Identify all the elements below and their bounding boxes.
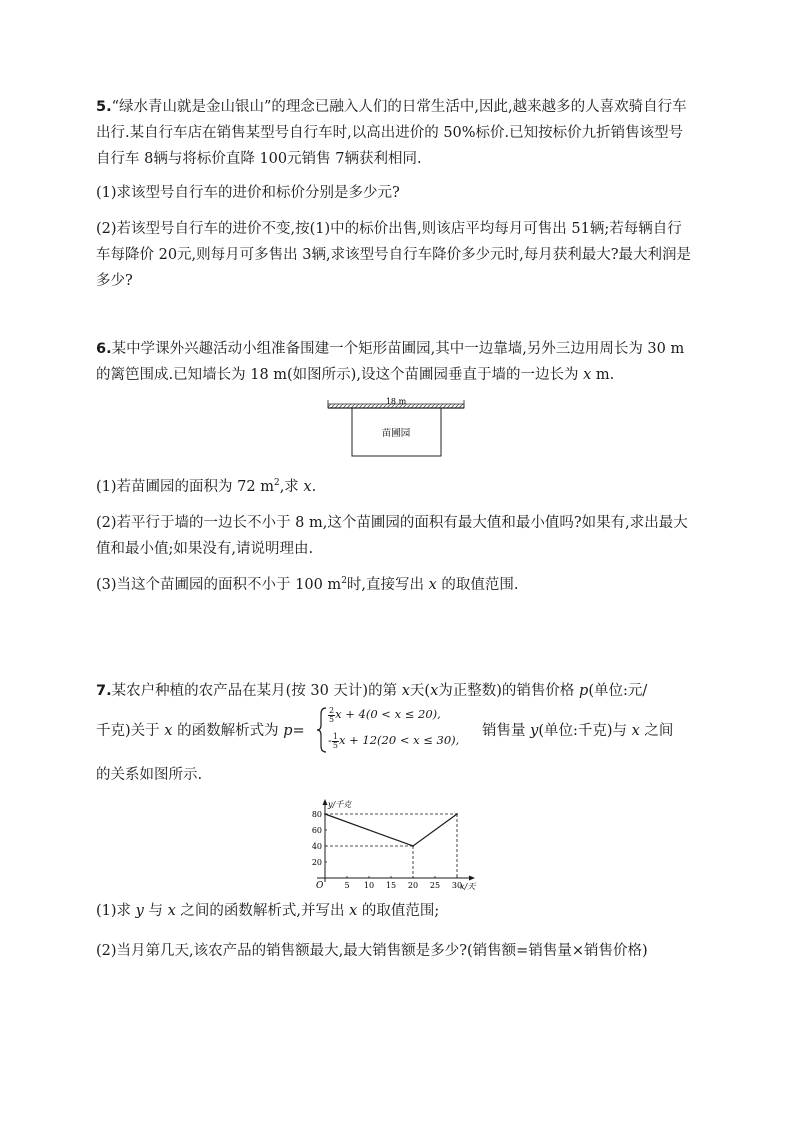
data-point [456,813,458,815]
piece-1-num: 2 [329,705,335,715]
q7-line2-x3: x [631,723,640,739]
x-tick-label: 15 [385,881,397,890]
piecewise-brace [316,706,328,754]
q6-sub1-sup: 2 [273,478,280,489]
q6-sub3 [96,572,696,598]
q6-stem-b: m. [591,367,615,383]
q5-sub2: (2)若该型号自行车的进价不变,按(1)中的标价出售,则该店平均每月可售出 51辆;若每辆自行车每降价 20元,则每月可多售出 3辆,求该型号自行车降价多少元时,每月获利最大?最大利润是多少? [96,221,691,289]
q6-sub1-var: x [303,479,312,495]
q7-line2-eq: = [292,723,305,739]
q7-line1-c: 为正整数)的销售价格 [438,683,580,699]
q7-sub1-x2: x [349,903,358,919]
q6-sub3-c: 的取值范围. [436,577,519,593]
piece-2-num: 1 [332,731,338,741]
q7-line2-tail [482,718,702,744]
q5-stem-text: “绿水青山就是金山银山”的理念已融入人们的日常生活中,因此,越来越多的人喜欢骑自行车出行.某自行车店在销售某型号自行车时,以高出进价的 50%标价.已知按标价九折销售该型号自行车 8辆与将标价直降 100元销售 7辆获利相同. [96,99,687,167]
x-tick-label: 20 [407,881,419,890]
q7-line2-e: 之间 [639,723,674,739]
q7-line1-p: p [579,683,589,699]
q7-line2-lead [96,718,316,744]
sales-chart [300,798,500,892]
data-point [412,845,414,847]
y-tick-label: 60 [311,826,322,835]
q7-line2-x: x [164,723,173,739]
q7-line2-p: p [283,723,293,739]
q7-sub1-x: x [167,903,176,919]
q6-stem-var: x [583,367,592,383]
q7-line1-a: 某农户种植的农产品在某月(按 30 天计)的第 [111,683,402,699]
piece-2 [328,732,459,750]
q6-sub3-var: x [428,577,437,593]
q6-number: 6. [96,341,112,357]
q6-sub1-b: ,求 [279,479,304,495]
sales-chart-svg [300,798,500,892]
q6-stem [96,336,696,388]
q7-sub2: (2)当月第几天,该农产品的销售额最大,最大销售额是多少?(销售额=销售量×销售价格) [96,943,648,959]
y-tick-label: 20 [311,858,322,867]
y-axis-arrow [323,799,328,805]
q7-line2-a: 千克)关于 [96,723,165,739]
data-point [324,813,326,815]
q6-sub1-a: (1)若苗圃园的面积为 72 m [96,479,274,495]
q7-line2-d: (单位:千克)与 [538,723,632,739]
q7-sub1-d: 的取值范围; [357,903,440,919]
q7-line1-b: 天( [409,683,431,699]
x-axis-label: x/天 [460,882,476,891]
q7-sub1-c: 之间的函数解析式,并写出 [175,903,350,919]
piece-1-rest: x + 4(0 < x ≤ 20), [335,707,441,721]
piece-2-sign: - [328,733,332,747]
piece-1 [328,706,441,724]
q6-sub3-b: 时,直接写出 [346,577,429,593]
q6-sub3-sup: 2 [341,576,347,587]
q7-line1-x: x [401,683,410,699]
q7-number: 7. [96,683,112,699]
q7-line1-x2: x [430,683,439,699]
q7-line1-d: (单位:元/ [588,683,648,699]
garden-label: 苗圃园 [381,428,411,439]
q7-line1 [96,678,716,704]
piece-1-den: 5 [329,714,335,724]
y-tick-label: 80 [311,810,322,819]
x-tick-label: 10 [363,881,375,890]
y-axis-label: y/千克 [328,800,352,809]
garden-figure [326,397,466,459]
x-axis-arrow [469,876,475,881]
piece-2-frac [332,733,339,750]
q6-sub1-c: . [311,479,317,495]
q6-sub2: (2)若平行于墙的一边长不小于 8 m,这个苗圃园的面积有最大值和最小值吗?如果有,求出最大值和最小值;如果没有,请说明理由. [96,515,688,557]
q7-line2-b: 的函数解析式为 [172,723,284,739]
q5-stem [96,94,696,172]
x-tick-label: 5 [344,881,350,890]
origin-label: O [316,881,324,891]
q7-line3: 的关系如图所示. [96,767,203,783]
q7-sub1-b: 与 [143,903,168,919]
q7-sub1-a: (1)求 [96,903,136,919]
q6-sub3-a: (3)当这个苗圃园的面积不小于 100 m [96,577,342,593]
piece-2-den: 5 [332,740,338,750]
q6-stem-a: 某中学课外兴趣活动小组准备围建一个矩形苗圃园,其中一边靠墙,另外三边用周长为 30 m 的篱笆围成.已知墙长为 18 m(如图所示),设这个苗圃园垂直于墙的一边长为 [96,341,685,383]
wall-length-label: 18 m [385,397,407,406]
q7-line2-c: 销售量 [482,723,531,739]
x-tick-label: 30 [451,881,463,890]
q6-sub1 [96,474,696,500]
sales-volume-line [325,814,457,846]
y-tick-label: 40 [311,842,322,851]
q5-number: 5. [96,99,112,115]
q5-sub1: (1)求该型号自行车的进价和标价分别是多少元? [96,185,400,201]
q7-line2-y: y [530,723,539,739]
piece-2-rest: x + 12(20 < x ≤ 30), [338,733,460,747]
q7-sub1 [96,898,696,924]
x-tick-label: 25 [429,881,441,890]
q7-sub1-y: y [135,903,144,919]
